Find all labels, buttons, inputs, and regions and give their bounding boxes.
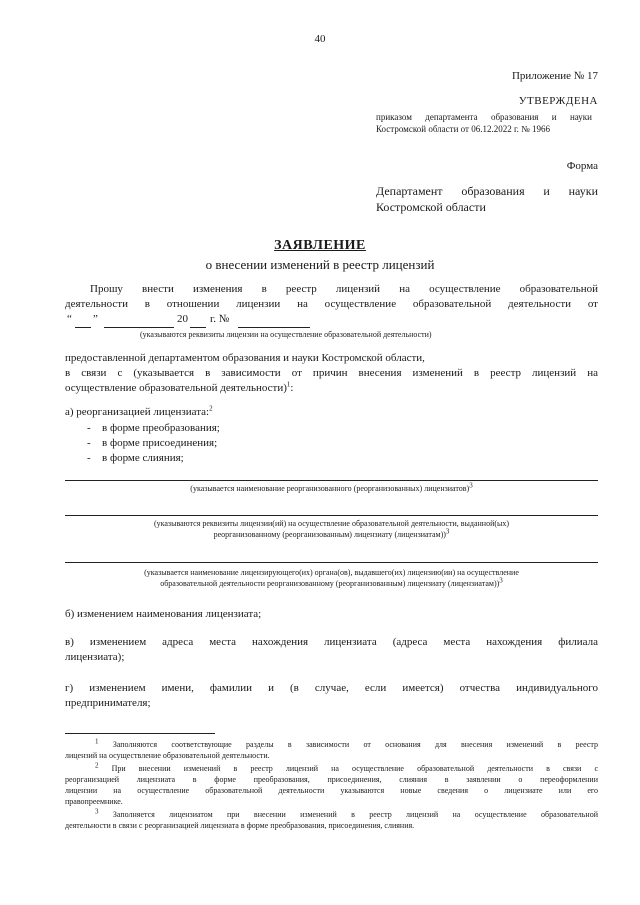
field1-caption-text: (указывается наименование реорганизованного (реорганизованных) лицензиатов) <box>190 484 470 493</box>
item-text: в форме преобразования; <box>102 422 220 434</box>
date-day-field[interactable] <box>75 327 91 328</box>
reason-line2 <box>65 382 293 394</box>
section-v-line1: в) изменением адреса места нахождения лицензиата (адреса места нахождения филиала <box>65 636 598 648</box>
field3-caption-line2 <box>65 576 598 588</box>
date-quote-open: “ <box>67 313 72 325</box>
license-number-label: г. № <box>210 313 230 325</box>
date-quote-close: ” <box>93 313 98 325</box>
reason-suffix: : <box>290 382 294 394</box>
footnote-ref-3: 3 <box>469 481 473 490</box>
field2-caption-line2 <box>65 527 598 539</box>
section-a-item <box>87 452 184 464</box>
section-g-line2: предпринимателя; <box>65 697 151 709</box>
field3-caption-text: образовательной деятельности реорганизованному (реорганизованным) лицензиату (лицензиатам)) <box>160 579 500 588</box>
footnote-ref-3: 3 <box>445 527 450 536</box>
license-details-field[interactable] <box>65 515 598 516</box>
footnote-3-line2: деятельности в связи с реорганизацией лицензиата в форме преобразования, присоединения, слияния. <box>65 821 415 830</box>
licensing-authority-field[interactable] <box>65 562 598 563</box>
approved-label: УТВЕРЖДЕНА <box>518 95 598 107</box>
order-line2: Костромской области от 06.12.2022 г. № 1966 <box>376 124 550 134</box>
section-v-line2: лицензиата); <box>65 651 125 663</box>
footnote-3-line1 <box>65 807 598 819</box>
reorganized-name-field[interactable] <box>65 480 598 481</box>
footnote-3-text: Заполняется лицензиатом при внесении изменений в реестр лицензий на осуществление образовательной <box>112 810 598 819</box>
section-a-item <box>87 422 220 434</box>
footnote-1-text: Заполняются соответствующие разделы в зависимости от основания для внесения изменений в реестр <box>112 740 599 749</box>
footnote-1-ref: 1 <box>95 737 99 746</box>
reason-line1: в связи с (указывается в зависимости от причин внесения изменений в реестр лицензий на <box>65 367 598 379</box>
footnote-ref-1: 1 <box>286 380 291 389</box>
bullet-dash: - <box>87 422 91 434</box>
order-line1: приказом департамента образования и науки <box>376 112 592 122</box>
document-subtitle: о внесении изменений в реестр лицензий <box>205 257 435 272</box>
document-title: ЗАЯВЛЕНИЕ <box>274 238 366 253</box>
date-year-field[interactable] <box>190 327 206 328</box>
footnote-1-line2: лицензий на осуществление образовательной деятельности. <box>65 751 270 760</box>
section-a-text: а) реорганизацией лицензиата: <box>65 406 210 418</box>
page-number: 40 <box>314 33 326 45</box>
form-label: Форма <box>566 160 598 172</box>
appendix-label: Приложение № 17 <box>511 70 598 82</box>
footnote-2-line2: реорганизацией лицензиата в форме преобразования, присоединения, слияния в заявлении о переоформлении <box>65 775 598 784</box>
license-caption: (указываются реквизиты лицензии на осуществление образовательной деятельности) <box>140 330 432 339</box>
field2-caption-text: реорганизованному (реорганизованным) лицензиату (лицензиатам)) <box>213 530 446 539</box>
section-a-item <box>87 437 218 449</box>
date-month-field[interactable] <box>104 327 174 328</box>
field1-caption <box>65 481 598 493</box>
footnote-2-text: При внесении изменений в реестр лицензий на осуществление образовательной деятельности в связи с <box>111 764 598 773</box>
section-g-line1: г) изменением имени, фамилии и (в случае, если имеется) отчества индивидуального <box>65 682 598 694</box>
date-year-prefix: 20 <box>177 313 188 325</box>
section-a-label <box>65 406 213 418</box>
field3-caption-line1: (указывается наименование лицензирующего(их) органа(ов), выдавшего(их) лицензию(ии) на осуществление <box>144 568 519 577</box>
field2-caption-line1: (указываются реквизиты лицензии(ий) на осуществление образовательной деятельности, выданной(ых) <box>153 519 510 528</box>
footnote-ref-3: 3 <box>499 576 503 585</box>
department-line1: Департамент образования и науки <box>376 184 598 198</box>
license-number-field[interactable] <box>238 327 310 328</box>
reason-line2-text: осуществление образовательной деятельности) <box>65 382 287 394</box>
department-line2: Костромской области <box>376 200 486 214</box>
footnote-1-line1 <box>65 737 599 749</box>
footnote-2-line4: правопреемнике. <box>65 797 123 806</box>
footnote-2-line1 <box>65 761 598 773</box>
footnote-3-ref: 3 <box>95 807 99 816</box>
bullet-dash: - <box>87 452 91 464</box>
provided-by-text: предоставленной департаментом образования и науки Костромской области, <box>65 352 425 364</box>
section-b: б) изменением наименования лицензиата; <box>65 608 262 620</box>
intro-line2: деятельности в отношении лицензии на осуществление образовательной деятельности от <box>65 298 598 310</box>
item-text: в форме слияния; <box>102 452 184 464</box>
footnote-2-ref: 2 <box>95 761 99 770</box>
footnote-ref-2: 2 <box>209 404 213 413</box>
intro-line1: Прошу внести изменения в реестр лицензий на осуществление образовательной <box>90 283 598 295</box>
bullet-dash: - <box>87 437 91 449</box>
footnote-separator <box>65 733 215 734</box>
item-text: в форме присоединения; <box>102 437 218 449</box>
footnote-2-line3: лицензии на осуществление образовательной деятельности указываются новые сведения о лицензиате или его <box>65 786 598 795</box>
